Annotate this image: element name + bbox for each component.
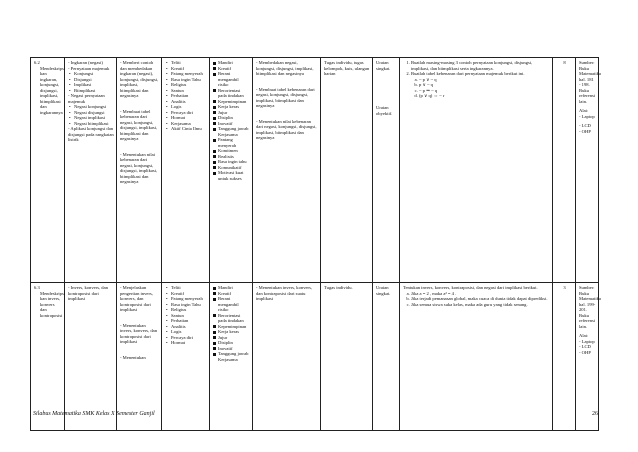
list-item: Komunikatif [218, 165, 250, 171]
material-cell [65, 283, 117, 431]
material-list-2 [68, 104, 114, 126]
syllabus-table [30, 57, 599, 431]
indicator-item: - Menentukan nilai kebenaran dari negasi, konjungsi, disjungsi, implikasi, biimplikasi dan negasinya [256, 118, 317, 140]
list-item: Inovatif [218, 121, 250, 127]
list-item: • Negasi implikasi [74, 115, 114, 121]
source-item: Buku Matematika hal. 181 - 198. [579, 65, 601, 87]
activity-item: - Membuat tabel kebenaran dari negasi, konjungsi, disjungsi, implikasi, biimplikasi dan negasinya [120, 108, 158, 141]
list-item: • Aktif Cinta Ilmu [171, 126, 207, 132]
list-item: • Percaya diri [171, 110, 207, 116]
list-item: Kreatif [218, 66, 250, 72]
list-item: • Percaya diri [171, 335, 207, 341]
list-item: Berani mengambil risiko [218, 71, 250, 88]
time-cell [553, 58, 576, 283]
list-item: • Teliti [171, 285, 207, 291]
formula-item: a. ~ p ∨ ~ q [419, 77, 550, 83]
indicator-item: - Membedakan negasi, konjungsi, disjungsi, implikasi, biimplikasi dan negasinya [256, 60, 314, 76]
instrument-item: Uraian singkat. [376, 285, 391, 296]
list-item: • Hormat [171, 340, 207, 346]
entrepreneur-cell [210, 283, 253, 431]
examples-list [403, 60, 550, 99]
indicator-item: - Membuat tabel kebenaran dari negasi, konjungsi, disjungsi, implikasi, biimplikasi dan negasinya [256, 86, 315, 108]
source-item: Alat: [579, 333, 589, 338]
activities-cell [117, 283, 162, 431]
list-item: Berani mengambil risiko [218, 296, 250, 313]
example-text: Buatlah tabel kebenaran dari pernyataan majemuk berikut ini. [411, 71, 525, 76]
formula-list [411, 77, 550, 99]
list-item: • Negasi disjungsi [74, 110, 114, 116]
activity-item: - Menjelaskan pengertian invers, konvers, dan kontraposisi dari implikasi [120, 285, 153, 312]
list-item: Kerja keras [218, 104, 250, 110]
entrepreneur-cell [210, 58, 253, 283]
list-item: Inovatif [218, 346, 250, 352]
examples-cell [400, 58, 553, 283]
list-item: • Religius [171, 82, 207, 88]
activity-item: - Menentukan nilai kebenaran dari negasi, konjungsi, disjungsi, implikasi, biimplikasi dan negasinya [120, 151, 158, 184]
material-tail: - Aplikasi konjungsi dan disjungsi pada rangkaian listrik [68, 126, 114, 142]
entrepreneur-list [213, 60, 250, 181]
character-cell [162, 58, 210, 283]
list-item: Mandiri [218, 285, 250, 291]
source-item: - OHP [579, 349, 591, 355]
list-item: • Logis [171, 104, 207, 110]
list-item: Kepemimpinan [218, 99, 250, 105]
material-head: - Ingkaran (negasi) [68, 60, 103, 65]
sources-cell [576, 58, 599, 283]
list-item: • Patang menyerah [171, 296, 207, 302]
technique-text: Tugas individu, tugas kelompok, kuis, ulangan harian [324, 60, 370, 76]
list-item: • Kerjasama [171, 121, 207, 127]
instrument-item: Uraian singkat. [376, 60, 391, 71]
source-item: Sumber: [579, 285, 595, 290]
sources-cell [576, 283, 599, 431]
activity-item: - Memberi contoh dan membedakan ingkaran (negasi), konjungsi, disjungsi, implikasi, biimplikasi dan negasinya [120, 60, 159, 98]
list-item: Tanggung jawab Kerjasama [218, 126, 249, 137]
list-item: • Kreatif [171, 291, 207, 297]
example-item: b. Jika terjadi pemanasan global, maka cuaca di dunia tidak dapat diprediksi. [411, 296, 550, 302]
list-item: Realistis [218, 154, 250, 160]
list-item: • Patang menyerah [171, 71, 207, 77]
formula-item: d. (p ∨ q) ⇔ ~ r [419, 93, 550, 99]
list-item: • Logis [171, 329, 207, 335]
time-value: 3 [563, 285, 566, 290]
indicator-item: - Menentukan invers, konvers, dan kontraposisi dari suatu implikasi [256, 285, 313, 301]
list-item: Jujur [218, 110, 250, 116]
competency-number: 6.2 [34, 60, 40, 65]
list-item: Disiplin [218, 340, 250, 346]
list-item: Berorientasi pada tindakan [218, 313, 250, 324]
activity-item: - Menentukan invers, konvers, dan kontraposisi dari implikasi [120, 322, 157, 344]
source-item: Buku referensi lain. [579, 312, 596, 329]
list-item: • Rasa ingin Tahu [171, 77, 207, 83]
competency-cell [31, 58, 65, 283]
list-item: Kepemimpinan [218, 324, 250, 330]
material-cell [65, 58, 117, 283]
list-item: • Konjungsi [74, 71, 114, 77]
material-sub2: - Negasi pernyataan majemuk [68, 93, 105, 104]
list-item: • Disjungsi [74, 77, 114, 83]
list-item: • Perhatian [171, 318, 207, 324]
character-list [165, 285, 207, 346]
page-number: 26 [592, 411, 598, 417]
activities-cell [117, 58, 162, 283]
competency-number: 6.3 [34, 285, 40, 290]
competency-text: Mendeskripsi kan invers, konvers dan kontraposisi [40, 290, 66, 318]
list-item: Motivasi kuat untuk sukses [218, 170, 250, 181]
technique-cell [321, 58, 373, 283]
technique-text: Tugas individu. [324, 285, 353, 290]
list-item: Rasa ingin tahu [218, 159, 250, 165]
source-item: Sumber: [579, 60, 595, 65]
time-cell [553, 283, 576, 431]
list-item: • Implikasi [74, 82, 114, 88]
list-item: Berorientasi pada tindakan [218, 88, 250, 99]
instrument-cell [373, 58, 400, 283]
examples-cell [400, 283, 553, 431]
list-item: • Biimplikasi [74, 88, 114, 94]
list-item: Komitmen [218, 148, 250, 154]
list-item: • Analitis [171, 99, 207, 105]
example-item [411, 60, 550, 71]
material-sub: - Pernyataan majemuk [68, 65, 110, 71]
instrument-cell [373, 283, 400, 431]
table-row [31, 283, 599, 431]
list-item: • Santun [171, 88, 207, 94]
list-item: • Analitis [171, 324, 207, 330]
list-item: Kreatif [218, 291, 250, 297]
source-item: Buku Matematika hal. 199-201. [579, 290, 601, 312]
source-item: - LCD [579, 123, 591, 128]
competency-cell [31, 283, 65, 431]
list-item: Tanggung jawab Kerjasama [218, 351, 249, 362]
list-item: Jujur [218, 335, 250, 341]
technique-cell [321, 283, 373, 431]
indicators-cell [253, 283, 321, 431]
source-item: Alat: [579, 108, 589, 113]
instrument-item: Uraian obyektif. [376, 105, 393, 116]
source-item: - Laptop [579, 113, 595, 119]
list-item: • Hormat [171, 115, 207, 121]
source-item: Buku referensi lain. [579, 87, 596, 104]
character-cell [162, 283, 210, 431]
time-value: 8 [563, 60, 566, 65]
list-item: • Santun [171, 313, 207, 319]
source-item: - LCD [579, 344, 591, 349]
list-item: • Religius [171, 307, 207, 313]
formula-item: b. p ∨ ~ q [419, 82, 550, 88]
table-row [31, 58, 599, 283]
indicators-cell [253, 58, 321, 283]
material-text: - Invers, konvers, dan kontraposisi dari implikasi [68, 285, 108, 301]
list-item: Pantang menyerah [218, 137, 250, 148]
formula-item: c. ~ p ⇒ ~ q [419, 88, 550, 94]
example-text: Buatlah masing-masing 3 contoh pernyataan konjungsi, disjungsi, implikasi, dan biimplikasi serta ingkarannya. [411, 60, 533, 71]
source-item: - Laptop [579, 338, 595, 344]
examples-intro: Tentukan invers, konvers, kontraposisi, dan negasi dari implikasi berikut. [403, 285, 538, 290]
activity-item: - Menentukan [120, 354, 146, 360]
list-item: • Kreatif [171, 66, 207, 72]
list-item: Mandiri [218, 60, 250, 66]
footer-title: Silabus Matematika SMK Kelas X Semester Ganjil [33, 411, 155, 417]
character-list [165, 60, 207, 132]
list-item: • Perhatian [171, 93, 207, 99]
list-item: • Rasa ingin Tahu [171, 302, 207, 308]
example-item: c. Jika semua siswa suka kelas, maka ada guru yang tidak senang. [411, 302, 550, 308]
list-item: Kerja keras [218, 329, 250, 335]
competency-text: Mendeskripsi kan ingkaran, konjungsi, disjungsi, implikasi, biimplikasi dan ingkarannya [40, 65, 66, 115]
material-list-1 [68, 71, 114, 93]
entrepreneur-list [213, 285, 250, 362]
list-item: • Negasi konjungsi [74, 104, 114, 110]
list-item: • Teliti [171, 60, 207, 66]
list-item: • Negasi biimplikasi [74, 121, 114, 127]
list-item: Disiplin [218, 115, 250, 121]
examples-list [403, 291, 550, 308]
example-item [411, 71, 550, 99]
example-item: a. Jika a = 2 , maka a² = 4 . [411, 291, 550, 297]
source-item: - OHP [579, 128, 591, 134]
